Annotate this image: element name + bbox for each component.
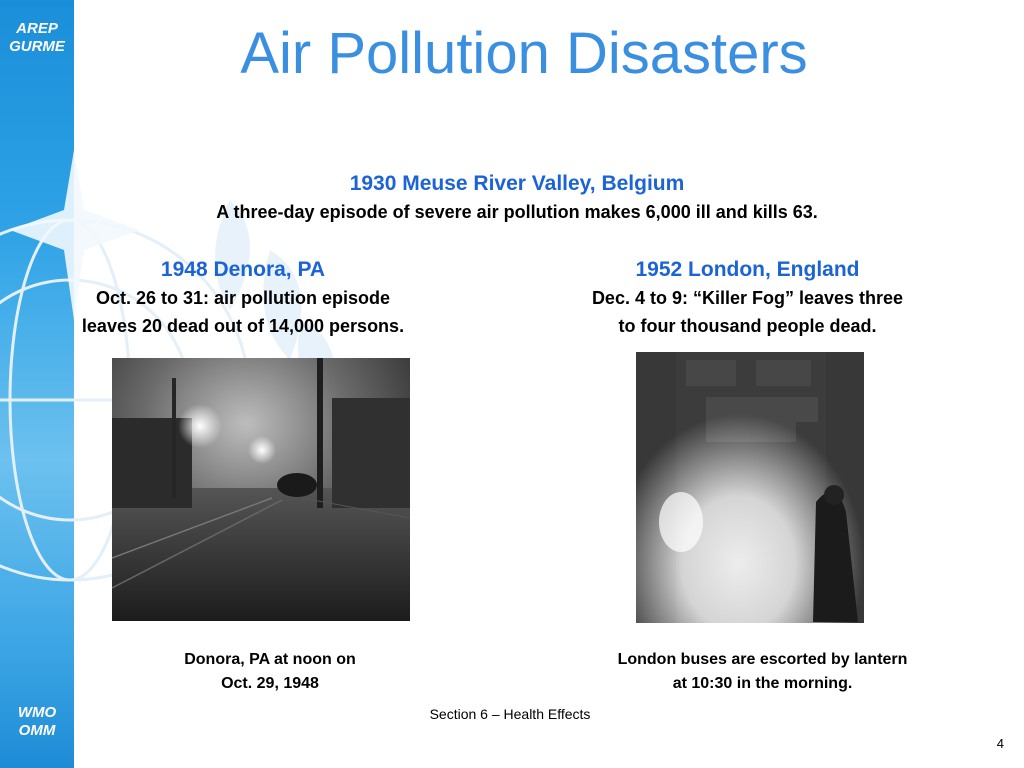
london-photo-caption — [560, 648, 965, 696]
event-1948-block — [18, 256, 468, 340]
logo-line: OMM — [18, 722, 56, 739]
event-1952-heading: 1952 London, England — [635, 258, 860, 281]
caption-line: at 10:30 in the morning. — [672, 675, 853, 692]
event-1948-text-line2: leaves 20 dead out of 14,000 persons. — [81, 316, 405, 336]
wmo-omm-logo — [0, 704, 74, 740]
event-1930-heading: 1930 Meuse River Valley, Belgium — [349, 172, 685, 195]
caption-line: London buses are escorted by lantern — [617, 651, 908, 668]
slide-title: Air Pollution Disasters — [240, 21, 808, 86]
caption-line: Donora, PA at noon on — [184, 651, 356, 668]
event-1948-text-line1: Oct. 26 to 31: air pollution episode — [95, 288, 391, 308]
logo-line: GURME — [9, 38, 65, 55]
logo-line: AREP — [16, 20, 58, 37]
event-1952-text-line1: Dec. 4 to 9: “Killer Fog” leaves three — [591, 288, 904, 308]
london-bus-photo — [636, 352, 864, 623]
slide-footer: Section 6 – Health Effects — [429, 706, 591, 722]
event-1930-text: A three-day episode of severe air pollution makes 6,000 ill and kills 63. — [216, 202, 818, 222]
logo-line: WMO — [17, 704, 57, 721]
caption-line: Oct. 29, 1948 — [221, 675, 319, 692]
page-number: 4 — [996, 736, 1004, 751]
donora-photo-caption — [130, 648, 410, 696]
event-1930-block — [90, 170, 944, 226]
donora-street-photo — [112, 358, 410, 621]
event-1948-heading: 1948 Denora, PA — [160, 258, 326, 281]
event-1952-text-line2: to four thousand people dead. — [618, 316, 877, 336]
event-1952-block — [520, 256, 975, 340]
